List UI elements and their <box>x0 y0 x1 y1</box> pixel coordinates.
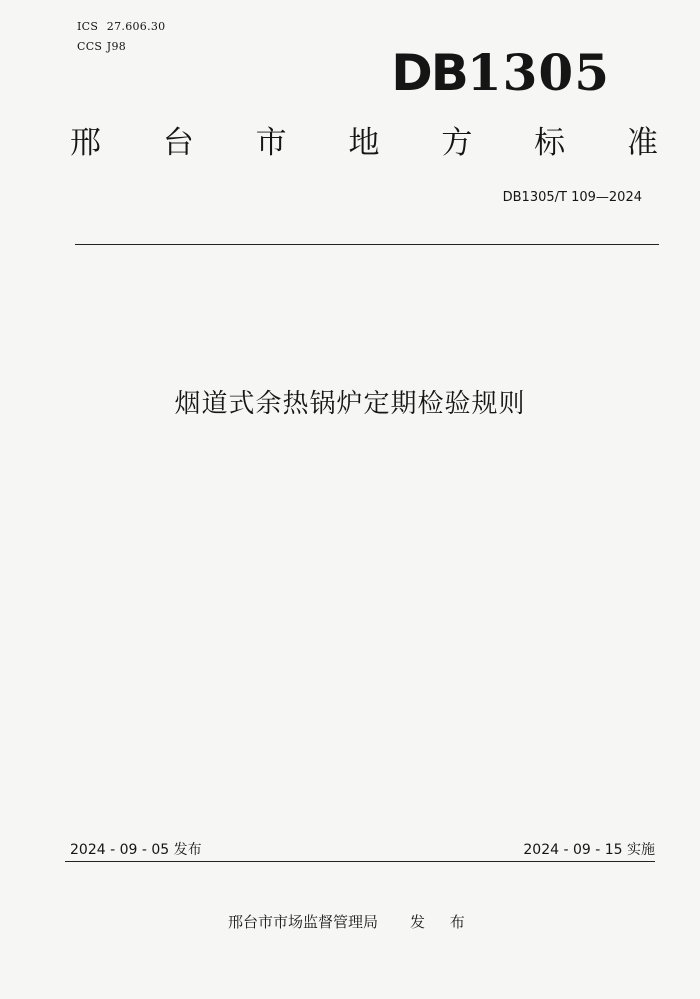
effective-date: 2024 - 09 - 15 实施 <box>523 842 655 858</box>
title-char: 标 <box>534 125 566 161</box>
db-code-mark <box>391 43 610 102</box>
standard-type-title <box>70 125 658 161</box>
ccs-code <box>77 40 126 53</box>
ics-label: ICS <box>77 20 99 33</box>
footer-divider <box>65 861 655 862</box>
title-char: 邢 <box>70 125 101 161</box>
title-char: 地 <box>348 125 380 161</box>
standard-number: DB1305/T 109—2024 <box>502 190 642 205</box>
issuer-action: 发 布 <box>410 913 475 931</box>
ccs-value: J98 <box>106 40 127 53</box>
header-divider <box>75 244 659 245</box>
title-char: 台 <box>162 125 194 161</box>
document-title: 烟道式余热锅炉定期检验规则 <box>174 389 526 419</box>
issuer-line <box>228 911 475 932</box>
issuer-name: 邢台市市场监督管理局 <box>228 913 379 931</box>
ics-value: 27.606.30 <box>106 20 166 33</box>
ccs-label: CCS <box>77 40 103 53</box>
release-dates <box>70 839 655 859</box>
title-char: 市 <box>255 125 287 161</box>
db-number: 1305 <box>466 43 610 102</box>
publish-date: 2024 - 09 - 05 发布 <box>70 842 202 858</box>
title-char: 方 <box>441 125 473 161</box>
ics-code <box>77 20 165 33</box>
title-char: 准 <box>626 125 658 161</box>
db-prefix: DB <box>391 44 467 102</box>
